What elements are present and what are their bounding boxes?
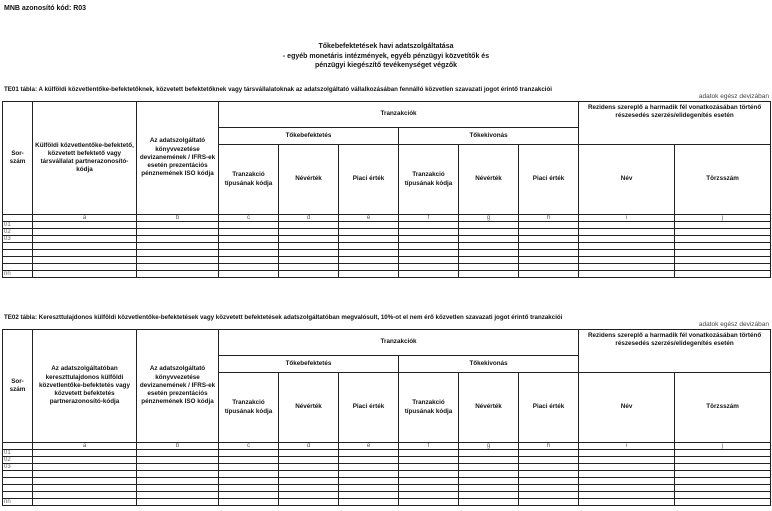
te01-data-rows <box>3 222 771 278</box>
column-letter: c <box>219 215 279 222</box>
data-cell[interactable] <box>399 250 459 257</box>
data-cell[interactable] <box>459 478 519 485</box>
data-cell[interactable] <box>219 464 279 471</box>
data-cell[interactable] <box>279 471 339 478</box>
data-cell[interactable] <box>219 492 279 499</box>
data-cell[interactable] <box>33 499 137 506</box>
data-cell[interactable] <box>675 450 771 457</box>
data-cell[interactable] <box>279 450 339 457</box>
row-number <box>3 492 33 499</box>
data-cell[interactable] <box>219 264 279 271</box>
data-cell[interactable] <box>137 478 219 485</box>
data-cell[interactable] <box>459 250 519 257</box>
data-cell[interactable] <box>459 229 519 236</box>
data-cell[interactable] <box>675 243 771 250</box>
header-reg-number: Törzsszám <box>675 145 771 215</box>
data-cell[interactable] <box>33 243 137 250</box>
header-investment: Tőkebefektetés <box>219 356 399 373</box>
header-transactions: Tranzakciók <box>219 102 579 128</box>
data-cell[interactable] <box>219 222 279 229</box>
report-title <box>0 42 772 71</box>
data-cell[interactable] <box>339 485 399 492</box>
data-cell[interactable] <box>219 471 279 478</box>
data-cell[interactable] <box>33 250 137 257</box>
data-cell[interactable] <box>137 464 219 471</box>
data-cell[interactable] <box>279 485 339 492</box>
data-cell[interactable] <box>137 236 219 243</box>
header-currency: Az adatszolgáltató könyvvezetése devizanemének / IFRS-ek esetén prezentációs pénznemének ISO kódja <box>137 102 219 215</box>
header-partner-code: Külföldi közvetlentőke-befektető, közvetett befektető vagy társvállalat partnerazonosító-kódja <box>33 102 137 215</box>
table-row <box>3 485 771 492</box>
header-name: Név <box>579 145 675 215</box>
row-number <box>3 243 33 250</box>
column-letter: a <box>33 443 137 450</box>
data-cell[interactable] <box>279 464 339 471</box>
row-number <box>3 485 33 492</box>
column-letter: b <box>137 443 219 450</box>
data-cell[interactable] <box>579 492 675 499</box>
header-tx-type: Tranzakció típusának kódja <box>399 145 459 215</box>
data-cell[interactable] <box>339 243 399 250</box>
data-cell[interactable] <box>459 492 519 499</box>
data-cell[interactable] <box>399 485 459 492</box>
data-cell[interactable] <box>579 499 675 506</box>
table-row <box>3 257 771 264</box>
data-cell[interactable] <box>33 464 137 471</box>
data-cell[interactable] <box>137 450 219 457</box>
data-cell[interactable] <box>675 229 771 236</box>
data-cell[interactable] <box>459 485 519 492</box>
data-cell[interactable] <box>459 464 519 471</box>
data-cell[interactable] <box>579 271 675 278</box>
data-cell[interactable] <box>279 257 339 264</box>
header-third-party: Rezidens szereplő a harmadik fél vonatkozásában történő részesedés szerzés/elidegenítés esetén <box>579 102 771 145</box>
data-cell[interactable] <box>399 222 459 229</box>
data-cell[interactable] <box>219 478 279 485</box>
data-cell[interactable] <box>33 236 137 243</box>
data-cell[interactable] <box>219 457 279 464</box>
data-cell[interactable] <box>279 243 339 250</box>
data-cell[interactable] <box>279 264 339 271</box>
table-row <box>3 450 771 457</box>
data-cell[interactable] <box>519 250 579 257</box>
data-cell[interactable] <box>339 264 399 271</box>
header-transactions: Tranzakciók <box>219 330 579 356</box>
data-cell[interactable] <box>519 471 579 478</box>
table-row <box>3 457 771 464</box>
data-cell[interactable] <box>675 464 771 471</box>
data-cell[interactable] <box>399 243 459 250</box>
data-cell[interactable] <box>137 457 219 464</box>
data-cell[interactable] <box>459 243 519 250</box>
data-cell[interactable] <box>33 257 137 264</box>
column-letter: b <box>137 215 219 222</box>
data-cell[interactable] <box>579 257 675 264</box>
data-cell[interactable] <box>339 222 399 229</box>
data-cell[interactable] <box>339 492 399 499</box>
row-number: 03 <box>3 236 33 243</box>
data-cell[interactable] <box>137 485 219 492</box>
data-cell[interactable] <box>137 222 219 229</box>
data-cell[interactable] <box>137 243 219 250</box>
data-cell[interactable] <box>219 485 279 492</box>
data-cell[interactable] <box>399 236 459 243</box>
data-cell[interactable] <box>219 499 279 506</box>
data-cell[interactable] <box>459 222 519 229</box>
data-cell[interactable] <box>279 492 339 499</box>
data-cell[interactable] <box>219 450 279 457</box>
data-cell[interactable] <box>219 250 279 257</box>
data-cell[interactable] <box>33 450 137 457</box>
data-cell[interactable] <box>399 499 459 506</box>
column-letter: e <box>339 215 399 222</box>
data-cell[interactable] <box>519 450 579 457</box>
data-cell[interactable] <box>219 257 279 264</box>
row-number: 01 <box>3 450 33 457</box>
data-cell[interactable] <box>339 471 399 478</box>
data-cell[interactable] <box>219 243 279 250</box>
data-cell[interactable] <box>137 229 219 236</box>
header-investment: Tőkebefektetés <box>219 128 399 145</box>
row-number: 01 <box>3 222 33 229</box>
data-cell[interactable] <box>579 243 675 250</box>
data-cell[interactable] <box>339 257 399 264</box>
data-cell[interactable] <box>399 264 459 271</box>
row-number: nn <box>3 271 33 278</box>
data-cell[interactable] <box>519 464 579 471</box>
header-reg-number: Törzsszám <box>675 373 771 443</box>
column-letter: a <box>33 215 137 222</box>
data-cell[interactable] <box>579 457 675 464</box>
table-te02 <box>2 329 771 506</box>
data-cell[interactable] <box>33 222 137 229</box>
data-cell[interactable] <box>339 464 399 471</box>
header-tx-type: Tranzakció típusának kódja <box>219 373 279 443</box>
data-cell[interactable] <box>33 492 137 499</box>
data-cell[interactable] <box>279 499 339 506</box>
data-cell[interactable] <box>675 457 771 464</box>
data-cell[interactable] <box>579 222 675 229</box>
data-cell[interactable] <box>339 478 399 485</box>
data-cell[interactable] <box>279 222 339 229</box>
data-cell[interactable] <box>675 471 771 478</box>
data-cell[interactable] <box>579 236 675 243</box>
data-cell[interactable] <box>519 499 579 506</box>
row-number: nn <box>3 499 33 506</box>
data-cell[interactable] <box>519 243 579 250</box>
column-letter: e <box>339 443 399 450</box>
column-letter: i <box>579 215 675 222</box>
row-number <box>3 264 33 271</box>
data-cell[interactable] <box>399 478 459 485</box>
data-cell[interactable] <box>137 271 219 278</box>
data-cell[interactable] <box>675 499 771 506</box>
data-cell[interactable] <box>579 229 675 236</box>
column-letter: i <box>579 443 675 450</box>
table-te01 <box>2 101 771 278</box>
data-cell[interactable] <box>519 492 579 499</box>
column-letter: g <box>459 443 519 450</box>
row-number <box>3 478 33 485</box>
data-cell[interactable] <box>675 250 771 257</box>
table-row <box>3 478 771 485</box>
report-code: MNB azonosító kód: R03 <box>4 5 87 12</box>
header-nominal: Névérték <box>459 145 519 215</box>
data-cell[interactable] <box>33 471 137 478</box>
data-cell[interactable] <box>675 492 771 499</box>
data-cell[interactable] <box>579 485 675 492</box>
data-cell[interactable] <box>33 478 137 485</box>
header-currency: Az adatszolgáltató könyvvezetése devizanemének / IFRS-ek esetén prezentációs pénznemének ISO kódja <box>137 330 219 443</box>
report-title-line-3: pénzügyi kiegészítő tevékenységet végzők <box>315 62 457 69</box>
data-cell[interactable] <box>339 457 399 464</box>
header-tx-type: Tranzakció típusának kódja <box>399 373 459 443</box>
data-cell[interactable] <box>339 250 399 257</box>
data-cell[interactable] <box>137 471 219 478</box>
data-cell[interactable] <box>459 450 519 457</box>
table-te02-unit: adatok egész devizában <box>698 321 769 328</box>
data-cell[interactable] <box>399 457 459 464</box>
header-market-value: Piaci érték <box>519 373 579 443</box>
data-cell[interactable] <box>675 485 771 492</box>
table-row <box>3 499 771 506</box>
data-cell[interactable] <box>459 499 519 506</box>
table-te01-unit: adatok egész devizában <box>698 93 769 100</box>
data-cell[interactable] <box>519 485 579 492</box>
data-cell[interactable] <box>137 264 219 271</box>
data-cell[interactable] <box>459 264 519 271</box>
column-letter: j <box>675 215 771 222</box>
data-cell[interactable] <box>675 478 771 485</box>
data-cell[interactable] <box>33 457 137 464</box>
column-letter: h <box>519 215 579 222</box>
te02-data-rows <box>3 450 771 506</box>
header-withdrawal: Tőkekivonás <box>399 128 579 145</box>
data-cell[interactable] <box>399 257 459 264</box>
data-cell[interactable] <box>339 450 399 457</box>
header-tx-type: Tranzakció típusának kódja <box>219 145 279 215</box>
data-cell[interactable] <box>219 271 279 278</box>
data-cell[interactable] <box>279 250 339 257</box>
data-cell[interactable] <box>579 478 675 485</box>
data-cell[interactable] <box>579 471 675 478</box>
header-market-value: Piaci érték <box>339 373 399 443</box>
data-cell[interactable] <box>579 250 675 257</box>
data-cell[interactable] <box>33 485 137 492</box>
data-cell[interactable] <box>519 478 579 485</box>
header-seq: Sor-szám <box>3 102 33 215</box>
header-seq: Sor-szám <box>3 330 33 443</box>
data-cell[interactable] <box>519 271 579 278</box>
header-withdrawal: Tőkekivonás <box>399 356 579 373</box>
data-cell[interactable] <box>339 236 399 243</box>
table-row <box>3 243 771 250</box>
table-row <box>3 229 771 236</box>
data-cell[interactable] <box>219 229 279 236</box>
table-row <box>3 271 771 278</box>
data-cell[interactable] <box>675 236 771 243</box>
data-cell[interactable] <box>137 250 219 257</box>
data-cell[interactable] <box>339 499 399 506</box>
data-cell[interactable] <box>399 464 459 471</box>
column-letter <box>3 443 33 450</box>
data-cell[interactable] <box>137 257 219 264</box>
row-number: 03 <box>3 464 33 471</box>
table-row <box>3 250 771 257</box>
data-cell[interactable] <box>675 271 771 278</box>
header-third-party: Rezidens szereplő a harmadik fél vonatkozásában történő részesedés szerzés/elidegenítés esetén <box>579 330 771 373</box>
column-letter: j <box>675 443 771 450</box>
report-title-line-2: - egyéb monetáris intézmények, egyéb pénzügyi közvetítők és <box>282 52 490 60</box>
data-cell[interactable] <box>137 492 219 499</box>
row-number <box>3 250 33 257</box>
data-cell[interactable] <box>459 236 519 243</box>
table-te02-title: TE02 tábla: Kereszttulajdonos külföldi közvetlentőke-befektetések vagy közvetett befektetések adatszolgáltatóban megvalósult, 10%-ot el nem érő közvetlen szavazati jogot érintő tranzakciói <box>4 314 563 321</box>
data-cell[interactable] <box>33 264 137 271</box>
table-row <box>3 264 771 271</box>
data-cell[interactable] <box>675 264 771 271</box>
row-number <box>3 257 33 264</box>
header-nominal: Névérték <box>279 373 339 443</box>
column-letter: f <box>399 443 459 450</box>
column-letter: g <box>459 215 519 222</box>
data-cell[interactable] <box>519 222 579 229</box>
table-row <box>3 222 771 229</box>
data-cell[interactable] <box>459 271 519 278</box>
header-nominal: Névérték <box>279 145 339 215</box>
data-cell[interactable] <box>579 464 675 471</box>
data-cell[interactable] <box>675 222 771 229</box>
data-cell[interactable] <box>579 450 675 457</box>
data-cell[interactable] <box>279 236 339 243</box>
data-cell[interactable] <box>279 478 339 485</box>
table-row <box>3 492 771 499</box>
header-partner-code: Az adatszolgáltatóban kereszttulajdonos külföldi közvetlentőke-befektetés vagy közvetett befektetés partnerazonosító-kódja <box>33 330 137 443</box>
table-te01-title: TE01 tábla: A külföldi közvetlentőke-befektetőknek, közvetett befektetőknek vagy társvállalatoknak az adatszolgáltató vállalkozásában fennálló közvetlen szavazati jogot érintő tranzakciói <box>4 86 552 93</box>
data-cell[interactable] <box>399 271 459 278</box>
column-letter: f <box>399 215 459 222</box>
header-nominal: Névérték <box>459 373 519 443</box>
data-cell[interactable] <box>399 229 459 236</box>
data-cell[interactable] <box>459 471 519 478</box>
data-cell[interactable] <box>339 229 399 236</box>
row-number: 02 <box>3 457 33 464</box>
data-cell[interactable] <box>675 257 771 264</box>
data-cell[interactable] <box>33 229 137 236</box>
data-cell[interactable] <box>339 271 399 278</box>
column-letter: d <box>279 215 339 222</box>
data-cell[interactable] <box>399 471 459 478</box>
column-letter: c <box>219 443 279 450</box>
header-market-value: Piaci érték <box>339 145 399 215</box>
data-cell[interactable] <box>459 257 519 264</box>
column-letter: d <box>279 443 339 450</box>
data-cell[interactable] <box>279 229 339 236</box>
header-name: Név <box>579 373 675 443</box>
table-row <box>3 236 771 243</box>
data-cell[interactable] <box>459 457 519 464</box>
header-market-value: Piaci érték <box>519 145 579 215</box>
row-number: 02 <box>3 229 33 236</box>
data-cell[interactable] <box>137 499 219 506</box>
data-cell[interactable] <box>519 229 579 236</box>
data-cell[interactable] <box>519 264 579 271</box>
report-title-line-1: Tőkebefektetések havi adatszolgáltatása <box>318 43 454 50</box>
data-cell[interactable] <box>519 236 579 243</box>
data-cell[interactable] <box>519 257 579 264</box>
data-cell[interactable] <box>279 457 339 464</box>
row-number <box>3 471 33 478</box>
data-cell[interactable] <box>399 450 459 457</box>
table-row <box>3 471 771 478</box>
table-row <box>3 464 771 471</box>
data-cell[interactable] <box>399 492 459 499</box>
data-cell[interactable] <box>33 271 137 278</box>
column-letter <box>3 215 33 222</box>
data-cell[interactable] <box>519 457 579 464</box>
data-cell[interactable] <box>219 236 279 243</box>
data-cell[interactable] <box>279 271 339 278</box>
data-cell[interactable] <box>579 264 675 271</box>
column-letter: h <box>519 443 579 450</box>
